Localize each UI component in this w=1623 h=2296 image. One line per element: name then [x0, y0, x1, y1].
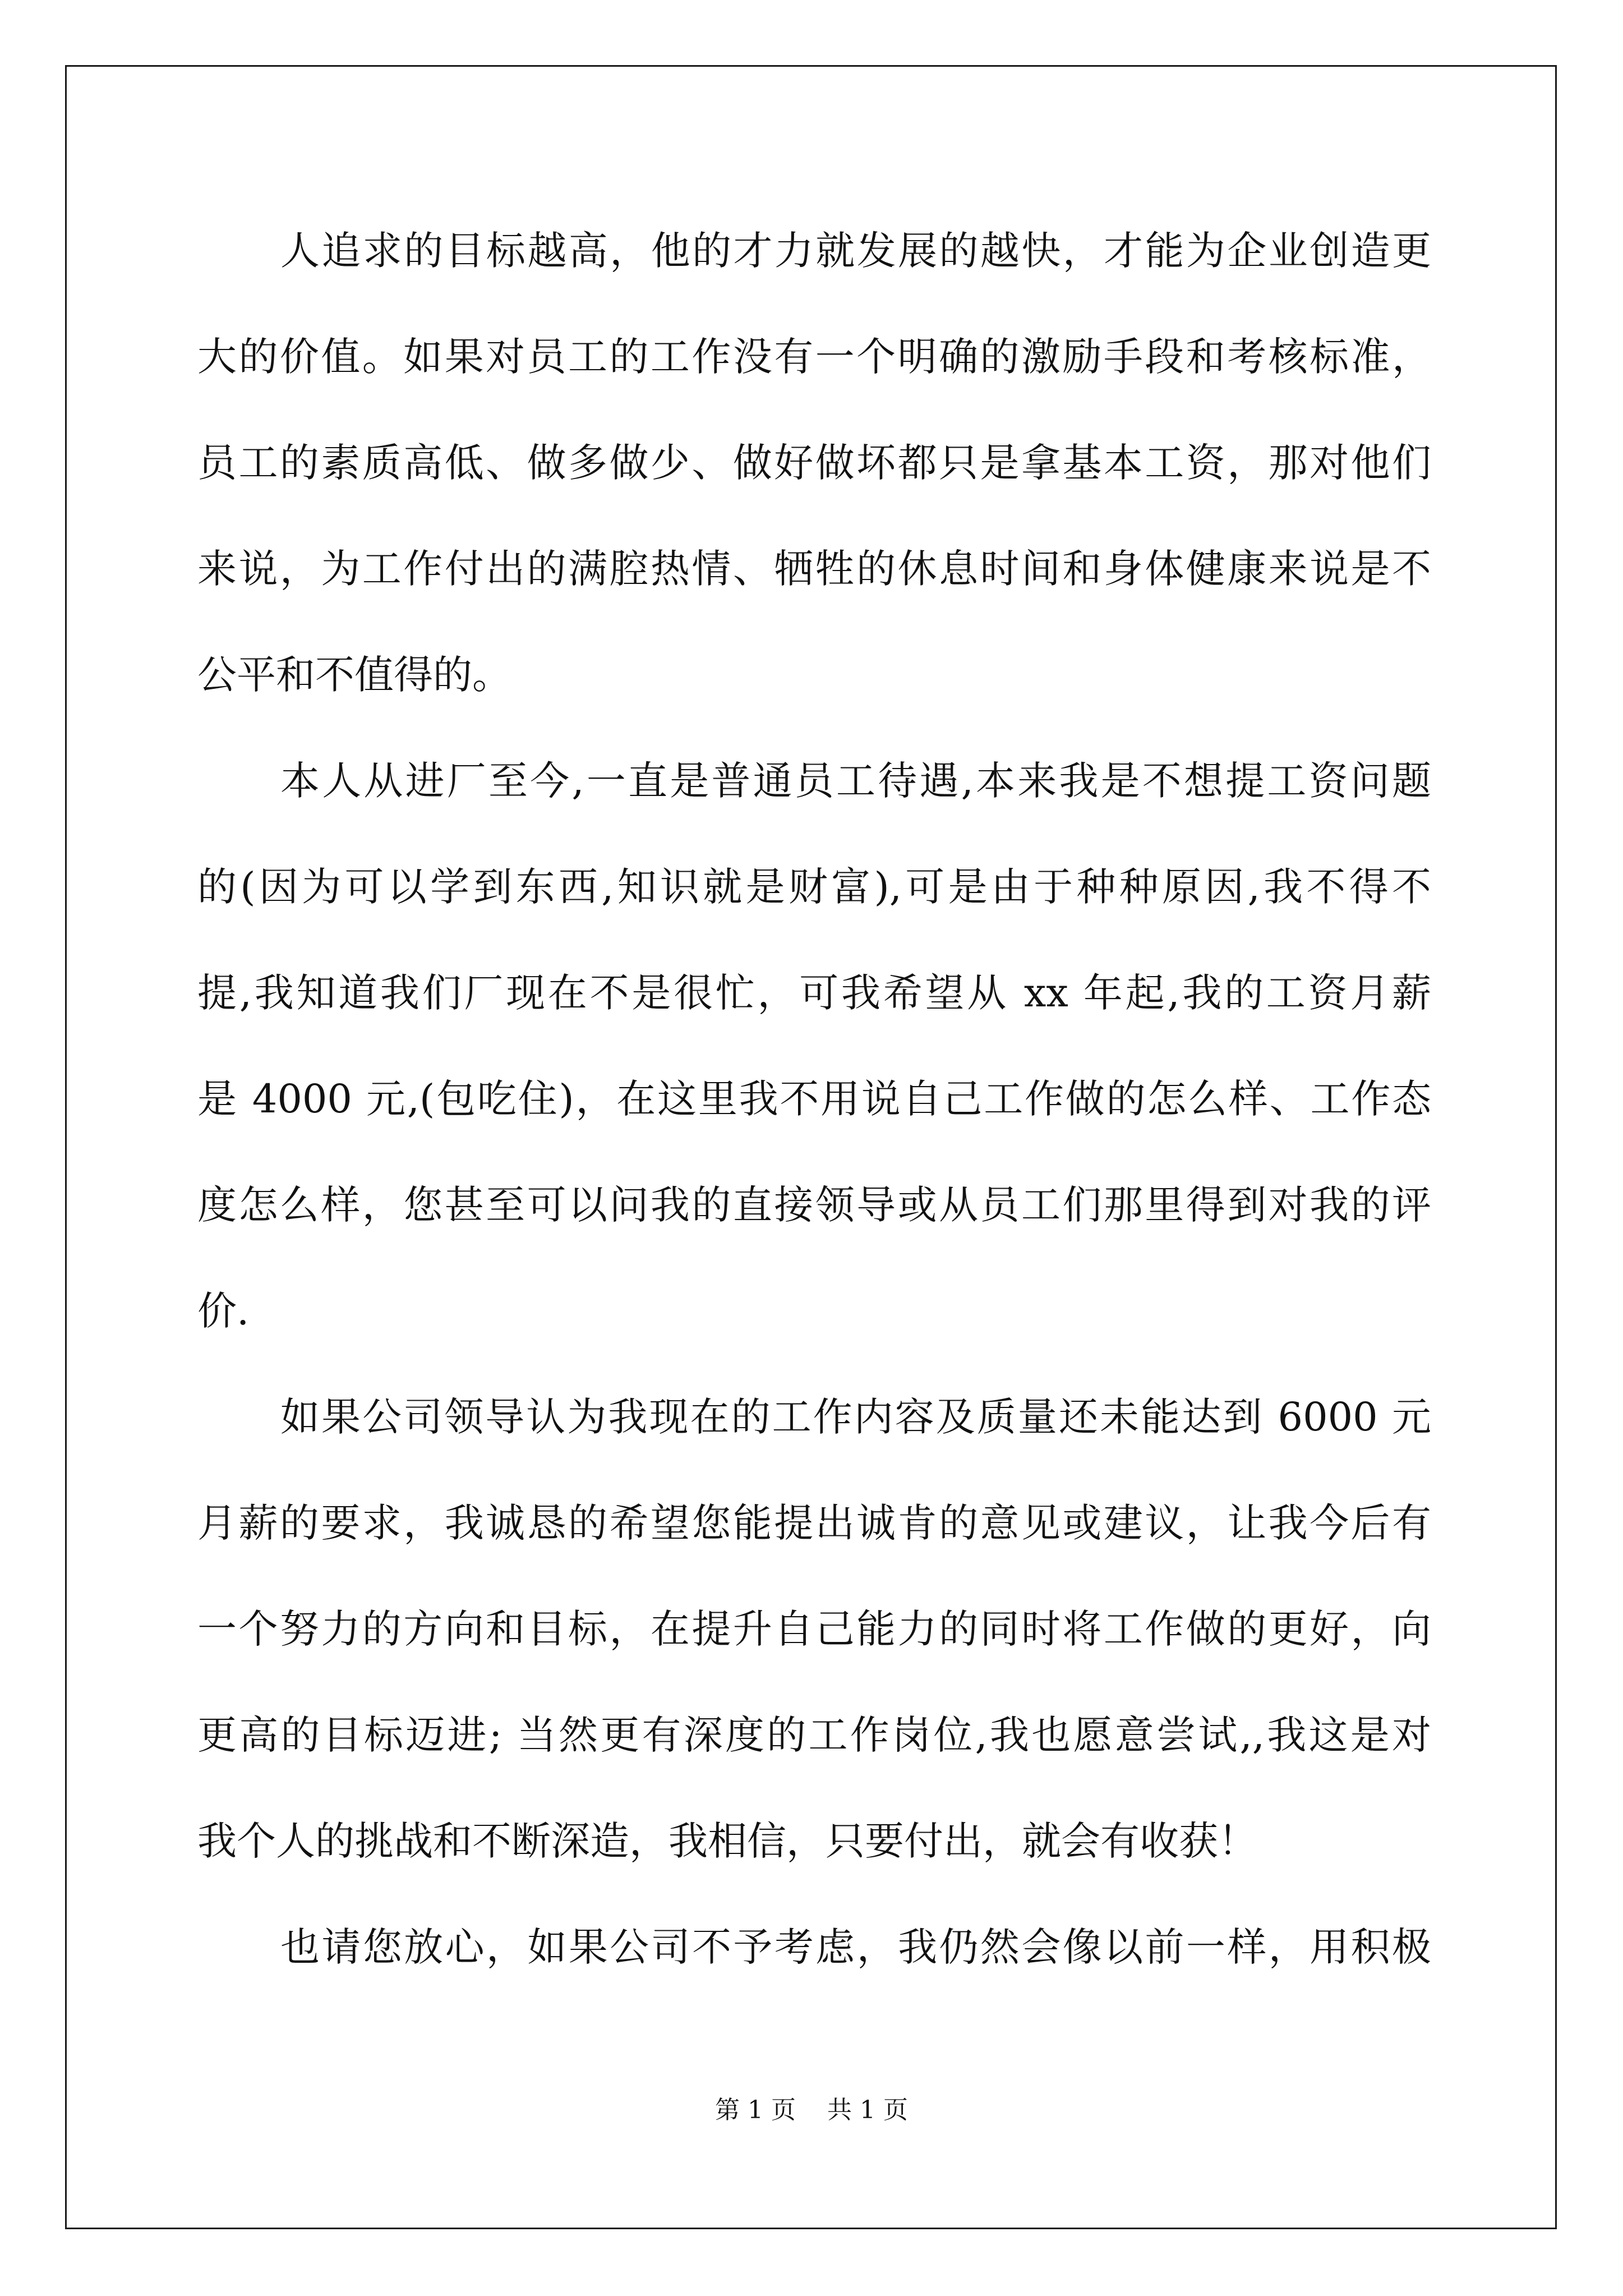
- paragraph-1-line-1: 人追求的目标越高，他的才力就发展的越快，才能为企业创造更: [280, 228, 1431, 274]
- paragraph-4-line-1: 也请您放心，如果公司不予考虑，我仍然会像以前一样，用积极: [280, 1924, 1431, 1970]
- document-body: [197, 220, 1431, 2022]
- paragraph-3-line-1: 如果公司领导认为我现在的工作内容及质量还未能达到 6000 元: [280, 1394, 1431, 1440]
- paragraph-3-line-4: 更高的目标迈进; 当然更有深度的工作岗位,我也愿意尝试,,我这是对: [197, 1712, 1431, 1758]
- paragraph-3-line-3: 一个努力的方向和目标，在提升自己能力的同时将工作做的更好，向: [197, 1606, 1431, 1652]
- paragraph-2-line-5: 度怎么样，您甚至可以问我的直接领导或从员工们那里得到对我的评: [197, 1182, 1431, 1228]
- paragraph-2-line-4: 是 4000 元,(包吃住)，在这里我不用说自己工作做的怎么样、工作态: [197, 1076, 1431, 1122]
- paragraph-2-line-1: 本人从进厂至今,一直是普通员工待遇,本来我是不想提工资问题: [280, 758, 1431, 804]
- page-footer: [0, 2090, 1623, 2125]
- paragraph-2-line-2: 的(因为可以学到东西,知识就是财富),可是由于种种原因,我不得不: [197, 864, 1431, 910]
- paragraph-1-line-5: 公平和不值得的。: [197, 652, 511, 698]
- paragraph-1-line-3: 员工的素质高低、做多做少、做好做坏都只是拿基本工资，那对他们: [197, 440, 1431, 486]
- paragraph-2-line-3: 提,我知道我们厂现在不是很忙，可我希望从 xx 年起,我的工资月薪: [197, 970, 1431, 1016]
- page-number-total: 共 1 页: [827, 2096, 908, 2124]
- page-number-current: 第 1 页: [715, 2096, 796, 2124]
- paragraph-3-line-2: 月薪的要求，我诚恳的希望您能提出诚肯的意见或建议，让我今后有: [197, 1500, 1431, 1546]
- paragraph-2-line-6: 价.: [197, 1288, 250, 1334]
- paragraph-3-line-5: 我个人的挑战和不断深造，我相信，只要付出，就会有收获！: [197, 1818, 1257, 1864]
- paragraph-1-line-4: 来说，为工作付出的满腔热情、牺牲的休息时间和身体健康来说是不: [197, 546, 1431, 592]
- paragraph-1-line-2: 大的价值。如果对员工的工作没有一个明确的激励手段和考核标准，: [197, 334, 1431, 380]
